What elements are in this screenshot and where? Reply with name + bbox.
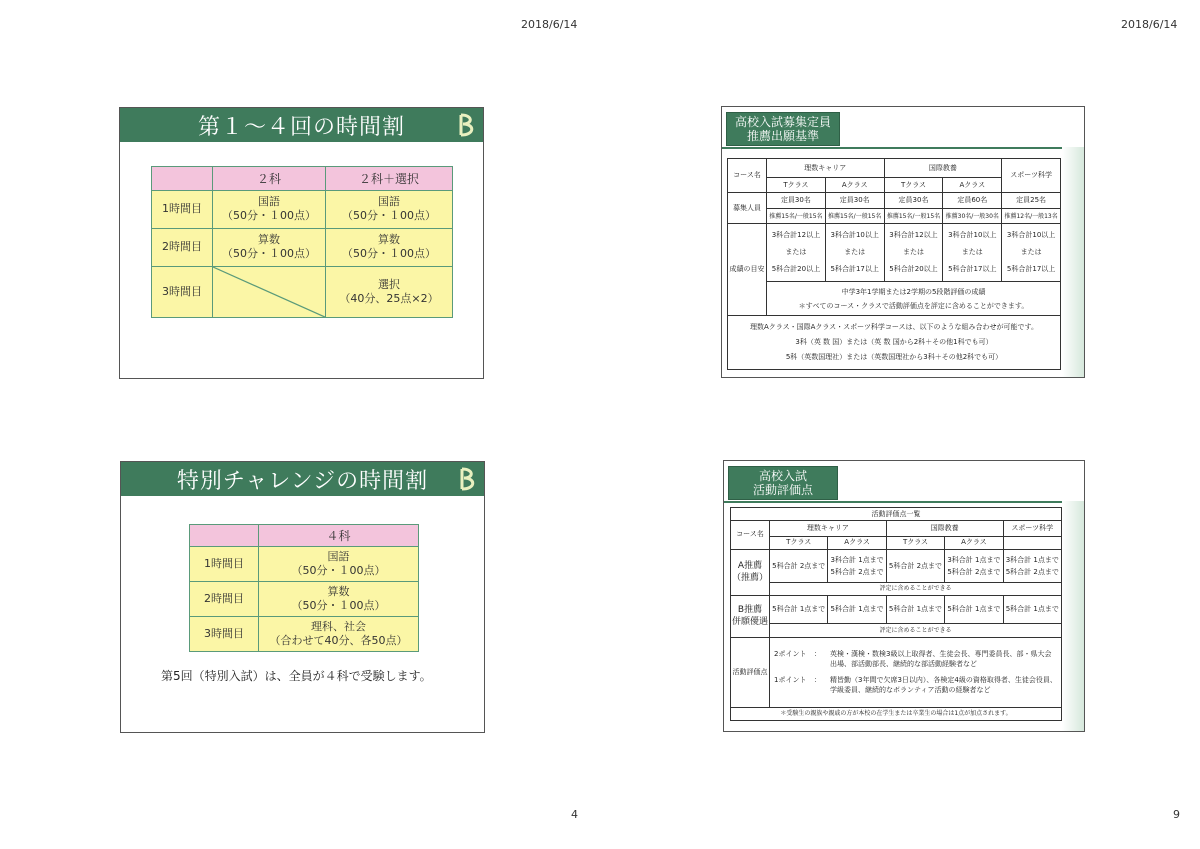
capacity-cell: 定員30名 [884,193,943,209]
slide-title: 特別チャレンジの時間割 [176,468,429,494]
slide-title-bar [120,108,483,142]
timetable-2-subjects [151,166,453,318]
slide-timetable-1-4 [119,107,484,379]
course-label: コース名 [728,159,767,193]
empty-cell [1003,536,1061,549]
school-logo-icon [456,466,480,492]
table-cell: 国語 （50分・１00点） [213,191,326,229]
b-suisen-label: B推薦 併願優遇 [731,595,770,637]
divider [722,147,1084,149]
group-header: 国際教養 [884,159,1002,178]
activity-label: 活動評価点 [731,637,770,707]
table-corner [190,525,259,547]
class-header: Aクラス [943,178,1002,193]
group-header: スポーツ科学 [1003,521,1061,536]
capacity-cell: 定員30名 [825,193,884,209]
breakdown-cell: 推薦12名/一般13名 [1002,209,1061,224]
a-note: 評定に含めることができる [770,582,1062,595]
divider [724,501,1084,503]
header-date-right: 2018/6/14 [1121,18,1178,31]
row-label: 2時間目 [190,582,259,617]
points-cell: 5科合計 1点まで [770,595,828,624]
points-cell: 5科合計 2点まで [886,549,944,582]
activity-table [730,507,1062,721]
diagonal-line [213,267,325,317]
decorative-gradient [1062,501,1084,732]
combination-note: 理数Aクラス・国際Aクラス・スポーツ科学コースは、以下のような組み合わせが可能です。 3科（英 数 国）または（英 数 国から2科＋その他1科でも可） 5科（英数国理社）または（英数国理社から3科＋その他2科でも可） [728,316,1061,370]
table-title: 活動評価点一覧 [731,508,1062,521]
table-cell: 算数 （50分・１00点） [213,228,326,266]
group-header: 理数キャリア [767,159,885,178]
admission-table [727,158,1061,370]
points-cell: 3科合計 1点まで 5科合計 2点まで [1003,549,1061,582]
row-label: 1時間目 [152,191,213,229]
table-corner [152,167,213,191]
slide-title-box [726,112,840,146]
slide-title-line1: 高校入試募集定員 [734,115,831,129]
slide-title-box [728,466,838,500]
slide-title-line1: 高校入試 [758,469,807,483]
slide-special-challenge [120,461,485,733]
a-suisen-label: A推薦 （推薦） [731,549,770,595]
timetable-4-subjects [189,524,419,652]
breakdown-cell: 推薦15名/一般15名 [767,209,826,224]
breakdown-cell: 推薦15名/一般15名 [825,209,884,224]
points-cell: 5科合計 1点まで [945,595,1003,624]
capacity-cell: 定員25名 [1002,193,1061,209]
score-note: 中学3年1学期または2学期の5段階評価の成績 ＊すべてのコース・クラスで活動評価点を評定に含めることができます。 [767,282,1061,316]
p2-label: 2ポイント [774,650,807,659]
table-cell: 国語 （50分・１00点） [326,191,453,229]
score-cell: 3科合計12以上 または 5科合計20以上 [884,224,943,282]
points-cell: 3科合計 1点まで 5科合計 2点まで [828,549,886,582]
points-cell: 5科合計 1点まで [1003,595,1061,624]
class-header: Tクラス [767,178,826,193]
row-label: 3時間目 [152,266,213,317]
page-number-left: 4 [571,808,578,821]
score-cell: 3科合計12以上 または 5科合計20以上 [767,224,826,282]
capacity-cell: 定員30名 [767,193,826,209]
empty-diagonal-cell [213,266,326,317]
breakdown-cell: 推薦30名/一般30名 [943,209,1002,224]
column-header: ４科 [259,525,419,547]
class-header: Tクラス [884,178,943,193]
class-header: Aクラス [825,178,884,193]
score-cell: 3科合計10以上 または 5科合計17以上 [943,224,1002,282]
class-header: Tクラス [886,536,944,549]
points-cell: 5科合計 1点まで [828,595,886,624]
class-header: Aクラス [945,536,1003,549]
group-header: 国際教養 [886,521,1003,536]
slide-title-bar [121,462,484,496]
group-header: 理数キャリア [770,521,887,536]
p2-text: 英検・漢検・数検3級以上取得者、生徒会長、専門委員長、部・県大会出場、部活動部長、継続的な部活動経験者など [830,650,1052,669]
header-date-left: 2018/6/14 [521,18,578,31]
breakdown-cell: 推薦15名/一般15名 [884,209,943,224]
table-cell: 理科、社会 （合わせて40分、各50点） [259,617,419,652]
group-header: スポーツ科学 [1002,159,1061,193]
points-cell: 3科合計 1点まで 5科合計 2点まで [945,549,1003,582]
column-header: ２科＋選択 [326,167,453,191]
class-header: Tクラス [770,536,828,549]
seiseki-label: 成績の目安 [728,224,767,316]
b-note: 評定に含めることができる [770,624,1062,637]
table-cell: 算数 （50分・１00点） [326,228,453,266]
row-label: 2時間目 [152,228,213,266]
page-number-right: 9 [1173,808,1180,821]
points-description: 2ポイント ： 英検・漢検・数検3級以上取得者、生徒会長、専門委員長、部・県大会出場、部活動部長、継続的な部活動経験者など 1ポイント ： 精皆勤（3年間で欠席3日以内）、各検定4級の資格取得者、生徒会役員、学級委員、継続的なボランティア活動の経験者など [770,637,1062,707]
p1-label: 1ポイント [774,676,807,685]
slide-title-line2: 活動評価点 [752,483,813,497]
footer-note: ＊受験生の親族や親戚の方が本校の在学生または卒業生の場合は1点が加点されます。 [731,707,1062,720]
slide-admission-criteria [721,106,1085,378]
exam-note: 第5回（特別入試）は、全員が４科で受験します。 [161,669,432,683]
slide-title: 第１～４回の時間割 [197,114,405,140]
p1-text: 精皆勤（3年間で欠席3日以内）、各検定4級の資格取得者、生徒会役員、学級委員、継続的なボランティア活動の経験者など [830,676,1057,695]
points-cell: 5科合計 1点まで [886,595,944,624]
boshu-label: 募集人員 [728,193,767,224]
score-cell: 3科合計10以上 または 5科合計17以上 [1002,224,1061,282]
decorative-gradient [1062,147,1084,378]
school-logo-icon [455,112,479,138]
table-cell: 国語 （50分・１00点） [259,547,419,582]
row-label: 1時間目 [190,547,259,582]
points-cell: 5科合計 2点まで [770,549,828,582]
score-cell: 3科合計10以上 または 5科合計17以上 [825,224,884,282]
row-label: 3時間目 [190,617,259,652]
capacity-cell: 定員60名 [943,193,1002,209]
course-label: コース名 [731,521,770,550]
slide-title-line2: 推薦出願基準 [746,129,819,143]
table-cell: 選択 （40分、25点×2） [326,266,453,317]
table-cell: 算数 （50分・１00点） [259,582,419,617]
slide-activity-points [723,460,1085,732]
column-header: ２科 [213,167,326,191]
class-header: Aクラス [828,536,886,549]
